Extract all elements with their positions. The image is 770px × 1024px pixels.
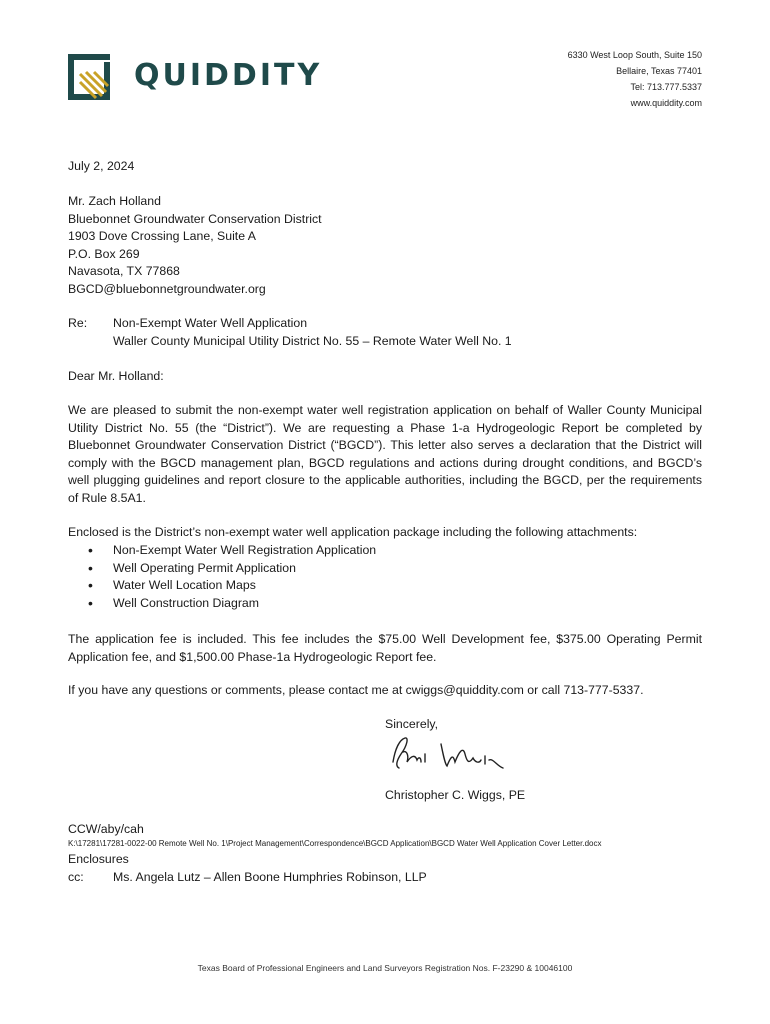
cc-label: cc:: [68, 870, 84, 884]
recipient-street: 1903 Dove Crossing Lane, Suite A: [68, 229, 256, 244]
attachments-list: [84, 542, 376, 612]
closing: Sincerely,: [385, 717, 439, 731]
subject-lines: [113, 315, 512, 350]
enclosed-intro: Enclosed is the District’s non-exempt water well application package including the following attachments:: [68, 525, 638, 539]
attachment-item: • Water Well Location Maps: [84, 577, 376, 595]
page-footer: Texas Board of Professional Engineers and Land Surveyors Registration Nos. F-23290 & 10046100: [197, 963, 573, 973]
enclosures-note: Enclosures: [68, 852, 129, 866]
subject-line: Waller County Municipal Utility District No. 55 – Remote Water Well No. 1: [113, 333, 512, 348]
cc-recipient: Ms. Angela Lutz – Allen Boone Humphries Robinson, LLP: [113, 870, 427, 884]
company-logo: [66, 52, 326, 104]
attachment-item: • Well Operating Permit Application: [84, 560, 376, 578]
handwritten-signature: [385, 732, 515, 776]
company-address: [568, 47, 702, 111]
file-path: K:\17281\17281-0022-00 Remote Well No. 1\Project Management\Correspondence\BGCD Application\BGCD Water Well Application Cover Letter.docx: [68, 839, 602, 848]
website-line[interactable]: www.quiddity.com: [630, 98, 702, 108]
recipient-block: [68, 193, 322, 299]
address-line: 6330 West Loop South, Suite 150: [567, 50, 702, 60]
recipient-city: Navasota, TX 77868: [68, 264, 180, 279]
quiddity-logo-mark: [66, 52, 114, 102]
subject-line: Non-Exempt Water Well Application: [113, 316, 308, 330]
subject-label: Re:: [68, 316, 88, 330]
attachment-item: • Well Construction Diagram: [84, 595, 376, 613]
phone-line: Tel: 713.777.5337: [630, 82, 702, 92]
address-line: Bellaire, Texas 77401: [616, 66, 702, 76]
attachment-item: • Non-Exempt Water Well Registration Application: [84, 542, 376, 560]
salutation: Dear Mr. Holland:: [68, 369, 164, 383]
recipient-po-box: P.O. Box 269: [68, 246, 140, 261]
company-name: QUIDDITY: [134, 58, 323, 93]
body-paragraph-3: If you have any questions or comments, please contact me at cwiggs@quiddity.com or call 713-777-5337.: [68, 683, 644, 697]
letter-date: July 2, 2024: [68, 159, 135, 173]
signer-name: Christopher C. Wiggs, PE: [385, 788, 526, 802]
body-paragraph-2: The application fee is included. This fee includes the $75.00 Well Development fee, $375.00 Operating Permit Application fee, and $1,500.00 Phase-1a Hydrogeologic Report fee.: [68, 632, 702, 664]
cc-line: [68, 869, 427, 887]
body-paragraph-1: We are pleased to submit the non-exempt water well registration application on behalf of Waller County Municipal Utility District No. 55 (the “District”). We are requesting a Phase 1-a Hydrogeologic Report be completed by Bluebonnet Groundwater Conservation District (“BGCD”). This letter also serves a declaration that the District will comply with the BGCD management plan, BGCD regulations and actions during drought conditions, and BGCD’s well plugging guidelines and report closure to the applicable authorities, including the BGCD, per the requirements of Rule 8.5A1.: [68, 403, 702, 505]
recipient-organization: Bluebonnet Groundwater Conservation District: [68, 211, 322, 226]
reference-initials: CCW/aby/cah: [68, 822, 144, 836]
recipient-email[interactable]: BGCD@bluebonnetgroundwater.org: [68, 281, 266, 296]
recipient-name: Mr. Zach Holland: [68, 194, 161, 208]
